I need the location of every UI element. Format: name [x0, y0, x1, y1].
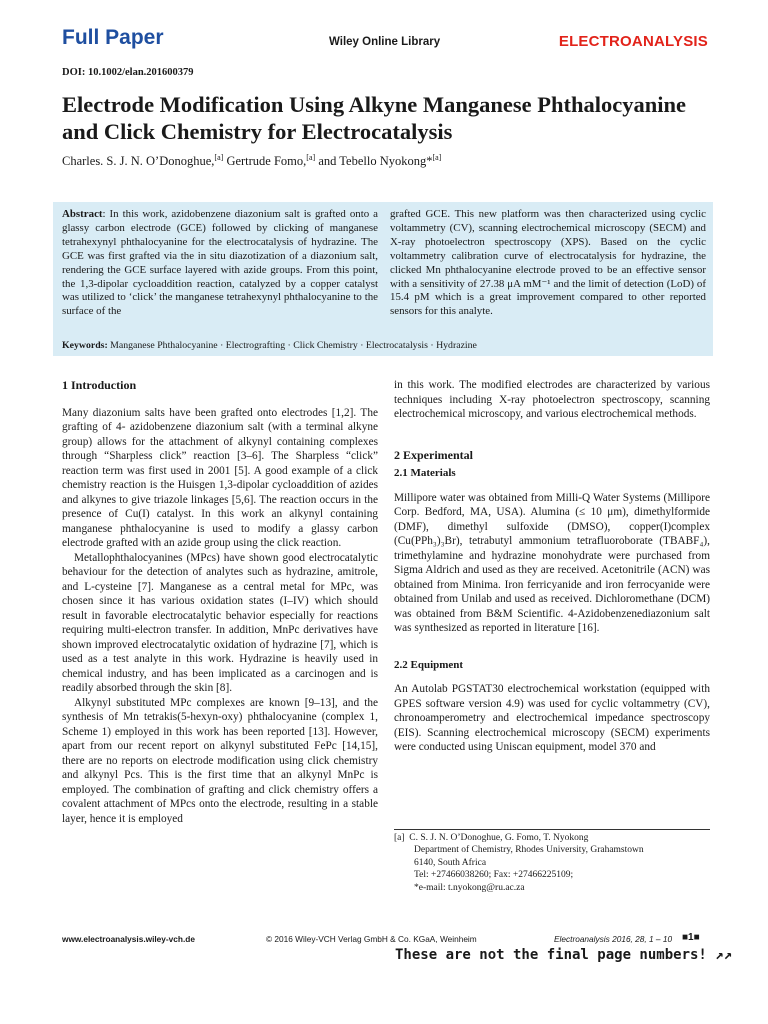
footnote-line: C. S. J. N. O’Donoghue, G. Fomo, T. Nyokong [409, 833, 589, 843]
abstract-label: Abstract [62, 208, 103, 220]
library-label[interactable]: Wiley Online Library [329, 36, 441, 48]
keywords [62, 340, 477, 351]
left-column [62, 378, 378, 826]
paragraph: Millipore water was obtained from Milli-Q Water Systems (Millipore Corp. Bedford, MA, USA). Alumina (≤ 10 μm), dimethylformide (DMF), dimethyl sulfoxide (DMSO), copper(I)complex (Cu(PPh₃)₃Br), tetrabutyl ammonium tetrafluoroborate (TBABF₄), trimethylamine and hydrazine monohydrate were purchased from Sigma Aldrich and used as they are received. Acetonitrile (ACN) was obtained from Minima. Iron ferricyanide and iron ferrocyanide were obtained from Unilab and used as received. Dichloromethane (DCM) was obtained from B&M Scientific. 4-Azidobenzenediazonium salt was synthesized as reported in literature [16]. [394, 491, 710, 634]
footer-copyright: © 2016 Wiley-VCH Verlag GmbH & Co. KGaA, Weinheim [266, 934, 477, 944]
right-column [394, 378, 710, 755]
paragraph: Metallophthalocyanines (MPcs) have shown good electrocatalytic behaviour for the detection of analytes such as hydrazine, amitrole, and L-cysteine [7]. Manganese as a central metal for MPc, was chosen since it has various oxidation states (I–IV) which should result in favorable electrocatalytic behavior especially for reactions requiring multi-electron transfer. In addition, MnPc derivatives have shown improved electrocatalytic oxidation of hydrazine [7], which is used as a test analyte in this work. Hydrazine is heavily used in chemical industry, and has been implicated as a carcinogen and is readily absorbed through the skin [8]. [62, 551, 378, 694]
affiliation-footnote [394, 832, 710, 894]
abstract-box [53, 202, 713, 356]
paragraph: in this work. The modified electrodes are characterized by various techniques including X-ray photoelectron spectroscopy, scanning electrochemical microscopy, and various electrochemical methods. [394, 379, 710, 420]
abstract-right: grafted GCE. This new platform was then characterized using cyclic voltammetry (CV), scanning electrochemical microscopy (SECM) and X-ray photoelectron spectroscopy (XPS). Based on the cyclic voltammetry calibration curve of electrocatalysis for hydrazine, the clicked Mn phthalocyanine electrode proved to be an effective sensor with a sensitivity of 27.38 μA mM⁻¹ and the limit of detection (LoD) of 15.4 pM which is a great improvement compared to other reported sensors for this analyte. [390, 208, 706, 318]
author-list [62, 153, 441, 169]
page-number: ■1■ [682, 932, 700, 943]
footnote-mark: [a] [394, 833, 405, 843]
paragraph: Alkynyl substituted MPc complexes are known [9–13], and the synthesis of Mn tetrakis(5-hexyn-oxy) phthalocyanine (complex 1, Scheme 1) employed in this work has been reported [13]. However, apart from our recent report on alkynyl substituted FePc [14,15], there are no reports on electrode modification using click chemistry and alkynyl Pcs. This is the first time that an alkynyl MnPc is employed. The combination of grafting and click chemistry offers a covalent attachment of MPcs onto the electrode, resulting in a stable layer, hence it is employed [62, 696, 378, 825]
section-heading: 1 Introduction [62, 378, 137, 392]
keywords-label: Keywords: [62, 340, 108, 351]
footer-site-link[interactable]: www.electroanalysis.wiley-vch.de [62, 934, 195, 944]
footnote-divider [394, 829, 710, 830]
abstract-text: : In this work, azidobenzene diazonium salt is grafted onto a glassy carbon electrode (GCE) followed by clicking of manganese tetrahexynyl phthalocyanine for the electrocatalysis of hydrazine. The GCE was first grafted via the in situ diazotization of a diazonium salt, rendering the GCE surface layered with azide groups. From this point, the 1,3-dipolar cycloaddition reaction, catalyzed by a copper catalyst was utilized to ‘click’ the manganese tetrahexynyl phthalocyanine to the surface of the [62, 208, 378, 318]
paragraph: Many diazonium salts have been grafted onto electrodes [1,2]. The grafting of 4- azidobenzene diazonium salt (with a terminal alkyne group) allows for the attachment of alkynyl containing complexes through “Sharpless click” reaction [3–6]. The Sharpless “click” reaction term was first used in 2001 [5]. A good example of a click chemistry reaction is the Huisgen 1,3-dipolar cycloaddition of azides and alkynes to give triazole linkages [5,6]. The reaction occurs in the presence of Cu(I) catalyst. In this work an alkynyl containing manganese phthalocyanine is used to modify a glassy carbon electrode grafted with an azide group using the click reaction. [62, 406, 378, 549]
footnote-email[interactable]: *e-mail: t.nyokong@ru.ac.za [414, 882, 525, 893]
citation-text: Electroanalysis 2016, 28, 1 – 10 [554, 934, 673, 944]
page-number-notice: These are not the final page numbers! ↗↗ [395, 947, 733, 963]
affiliation-mark: [a] [306, 153, 316, 162]
section-heading: 2 Experimental [394, 447, 473, 462]
keywords-list: Manganese Phthalocyanine · Electrografting · Click Chemistry · Electrocatalysis · Hydrazine [107, 340, 477, 351]
abstract-left [62, 208, 378, 319]
footer-citation [554, 934, 672, 944]
section-label: Full Paper [62, 26, 164, 49]
footnote-line: Tel: +27466038260; Fax: +27466225109; [414, 870, 574, 881]
footnote-line: 6140, South Africa [414, 857, 487, 868]
author-name: and Tebello Nyokong* [315, 154, 433, 169]
paragraph: An Autolab PGSTAT30 electrochemical workstation (equipped with GPES software version 4.9) was used for cyclic voltammetry (CV), chronoamperometry and electrochemical impedance spectroscopy (EIS). Scanning electrochemical microscopy (SECM) experiments were conducted using Uniscan equipment, model 370 and [394, 683, 710, 753]
author-name: Charles. S. J. N. O’Donoghue, [62, 154, 215, 169]
footnote-line: Department of Chemistry, Rhodes University, Grahamstown [414, 845, 644, 856]
journal-name: ELECTROANALYSIS [558, 33, 708, 50]
author-name: Gertrude Fomo, [223, 154, 307, 169]
page-number-value: 1 [688, 932, 694, 943]
affiliation-mark: [a] [214, 153, 224, 162]
affiliation-mark: [a] [432, 153, 442, 162]
paper-title: Electrode Modification Using Alkyne Manganese Phthalocyanine and Click Chemistry for Electrocatalysis [62, 92, 686, 144]
doi[interactable]: DOI: 10.1002/elan.201600379 [62, 67, 194, 78]
subsection-heading: 2.2 Equipment [394, 658, 464, 671]
subsection-heading: 2.1 Materials [394, 467, 456, 479]
